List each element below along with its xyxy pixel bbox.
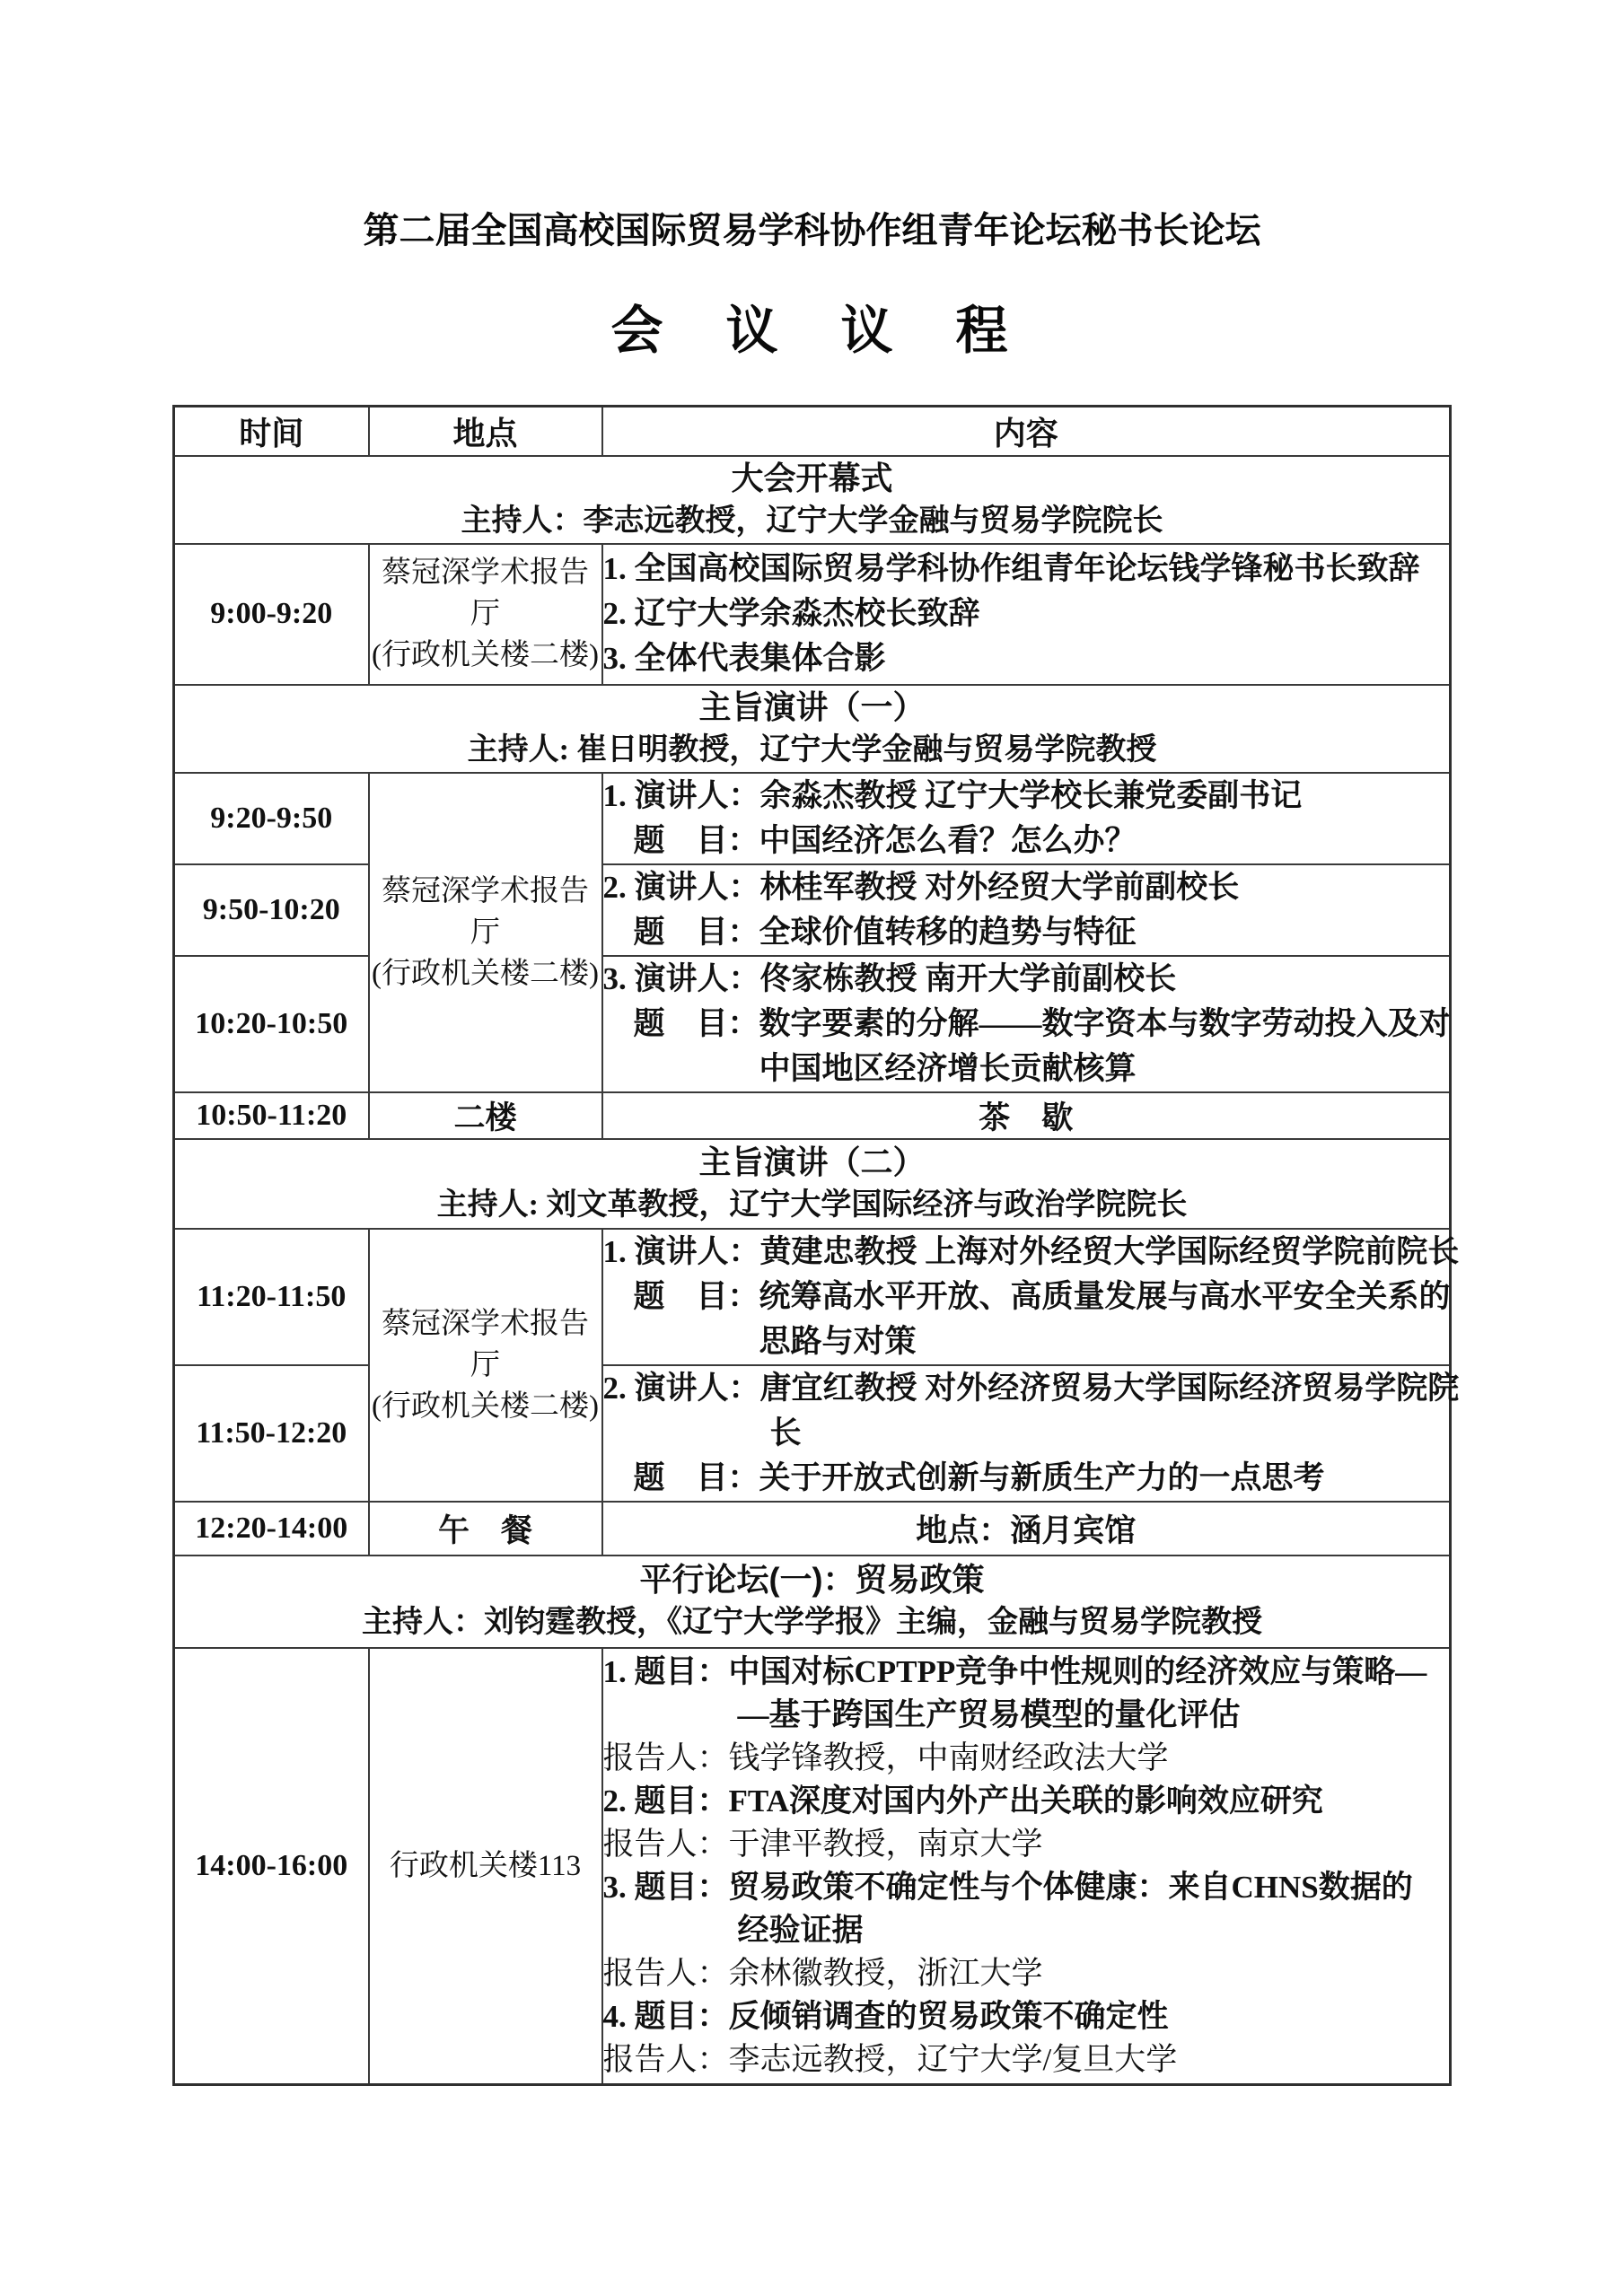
time-cell: 10:50-11:20 (174, 1092, 369, 1139)
place-cell: 二楼 (369, 1092, 602, 1139)
presenter-line: 报告人：于津平教授，南京大学 (602, 1826, 1043, 1862)
section-keynote2 (174, 1139, 1451, 1229)
speaker-line: 3. 演讲人：佟家栋教授 南开大学前副校长 (602, 960, 1177, 996)
speaker-line: 1. 演讲人：黄建忠教授 上海对外经贸大学国际经贸学院前院长 (602, 1233, 1460, 1269)
time-cell: 12:20-14:00 (174, 1502, 369, 1555)
time-cell: 14:00-16:00 (174, 1648, 369, 2085)
place-line: 蔡冠深学术报告厅 (382, 556, 589, 630)
row-lunch (174, 1502, 1451, 1555)
content-cell (602, 1365, 1460, 1502)
lunch-location: 地点：涵月宾馆 (602, 1502, 1451, 1555)
column-header-place: 地点 (369, 407, 602, 456)
section-keynote1 (174, 685, 1451, 773)
section-opening (174, 456, 1451, 544)
place-line: 蔡冠深学术报告厅 (382, 1307, 589, 1381)
tea-break-label: 茶 歇 (602, 1092, 1451, 1139)
content-cell (602, 864, 1451, 956)
row-forum1 (174, 1648, 1451, 2085)
time-cell: 9:50-10:20 (174, 864, 369, 956)
place-line: (行政机关楼二楼) (372, 957, 599, 990)
topic-continuation: 思路与对策 (759, 1323, 917, 1359)
topic-line: 题 目：统筹高水平开放、高质量发展与高水平安全关系的 (633, 1278, 1451, 1314)
section-title-opening: 大会开幕式 (731, 459, 893, 496)
agenda-item: 1. 全国高校国际贸易学科协作组青年论坛钱学锋秘书长致辞 (602, 551, 1420, 586)
topic-line: 题 目：全球价值转移的趋势与特征 (633, 914, 1137, 950)
content-cell (602, 773, 1451, 864)
paper-title: 2. 题目：FTA深度对国内外产出关联的影响效应研究 (602, 1783, 1323, 1818)
row-keynote2-1 (174, 1229, 1451, 1365)
presenter-line: 报告人：余林徽教授，浙江大学 (602, 1955, 1043, 1991)
speaker-line: 2. 演讲人：唐宜红教授 对外经济贸易大学国际经济贸易学院院 (602, 1370, 1460, 1406)
agenda-item: 2. 辽宁大学余淼杰校长致辞 (602, 596, 980, 631)
table-header-row (174, 407, 1451, 456)
speaker-line: 1. 演讲人：余淼杰教授 辽宁大学校长兼党委副书记 (602, 777, 1303, 813)
content-cell (602, 544, 1451, 685)
topic-line: 题 目：中国经济怎么看？怎么办？ (633, 822, 1137, 858)
topic-line: 题 目：关于开放式创新与新质生产力的一点思考 (633, 1459, 1325, 1495)
section-host-forum1: 主持人：刘钧霆教授，《辽宁大学学报》主编，金融与贸易学院教授 (362, 1606, 1262, 1639)
agenda-table (172, 405, 1460, 2086)
place-line: (行政机关楼二楼) (372, 1389, 599, 1423)
speaker-line: 2. 演讲人：林桂军教授 对外经贸大学前副校长 (602, 869, 1240, 905)
paper-title-continuation: 经验证据 (737, 1912, 864, 1948)
section-host-keynote2: 主持人: 刘文革教授，辽宁大学国际经济与政治学院院长 (436, 1187, 1188, 1222)
section-title-keynote1: 主旨演讲（一） (698, 688, 926, 725)
time-cell: 11:50-12:20 (174, 1365, 369, 1502)
row-keynote1-1 (174, 773, 1451, 864)
row-keynote1-3 (174, 956, 1451, 1092)
place-line: (行政机关楼二楼) (372, 639, 599, 671)
document-subtitle: 会 议 议 程 (610, 302, 1014, 360)
row-keynote2-2 (174, 1365, 1451, 1502)
document-title: 第二届全国高校国际贸易学科协作组青年论坛秘书长论坛 (363, 211, 1261, 250)
place-cell: 行政机关楼113 (369, 1648, 602, 2085)
place-cell-merged (369, 1229, 602, 1502)
presenter-line: 报告人：李志远教授，辽宁大学/复旦大学 (602, 2041, 1178, 2077)
content-cell (602, 1229, 1460, 1365)
place-line: 蔡冠深学术报告厅 (382, 874, 589, 949)
section-host-opening: 主持人：李志远教授，辽宁大学金融与贸易学院院长 (461, 504, 1163, 538)
column-header-time: 时间 (174, 407, 369, 456)
time-cell: 9:00-9:20 (174, 544, 369, 685)
section-title-forum1: 平行论坛(一)：贸易政策 (639, 1561, 985, 1598)
column-header-content: 内容 (602, 407, 1451, 456)
place-cell-merged (369, 773, 602, 1092)
section-forum1 (174, 1555, 1451, 1648)
place-cell (369, 544, 602, 685)
speaker-continuation: 长 (769, 1415, 802, 1450)
topic-line: 题 目：数字要素的分解——数字资本与数字劳动投入及对 (633, 1005, 1451, 1041)
time-cell: 11:20-11:50 (174, 1229, 369, 1365)
paper-title: 1. 题目：中国对标CPTPP竞争中性规则的经济效应与策略— (602, 1653, 1427, 1689)
row-keynote1-2 (174, 864, 1451, 956)
time-cell: 10:20-10:50 (174, 956, 369, 1092)
agenda-item: 3. 全体代表集体合影 (602, 641, 886, 676)
paper-title: 3. 题目：贸易政策不确定性与个体健康：来自CHNS数据的 (602, 1869, 1413, 1905)
time-cell: 9:20-9:50 (174, 773, 369, 864)
paper-title: 4. 题目：反倾销调查的贸易政策不确定性 (602, 1998, 1169, 2034)
paper-title-continuation: —基于跨国生产贸易模型的量化评估 (737, 1696, 1241, 1732)
topic-continuation: 中国地区经济增长贡献核算 (759, 1050, 1137, 1086)
lunch-label: 午 餐 (369, 1502, 602, 1555)
presenter-line: 报告人：钱学锋教授，中南财经政法大学 (602, 1740, 1169, 1775)
row-tea-break (174, 1092, 1451, 1139)
row-opening (174, 544, 1451, 685)
section-host-keynote1: 主持人: 崔日明教授，辽宁大学金融与贸易学院教授 (467, 732, 1157, 767)
content-cell (602, 1648, 1451, 2085)
section-title-keynote2: 主旨演讲（二） (698, 1143, 926, 1180)
content-cell (602, 956, 1451, 1092)
